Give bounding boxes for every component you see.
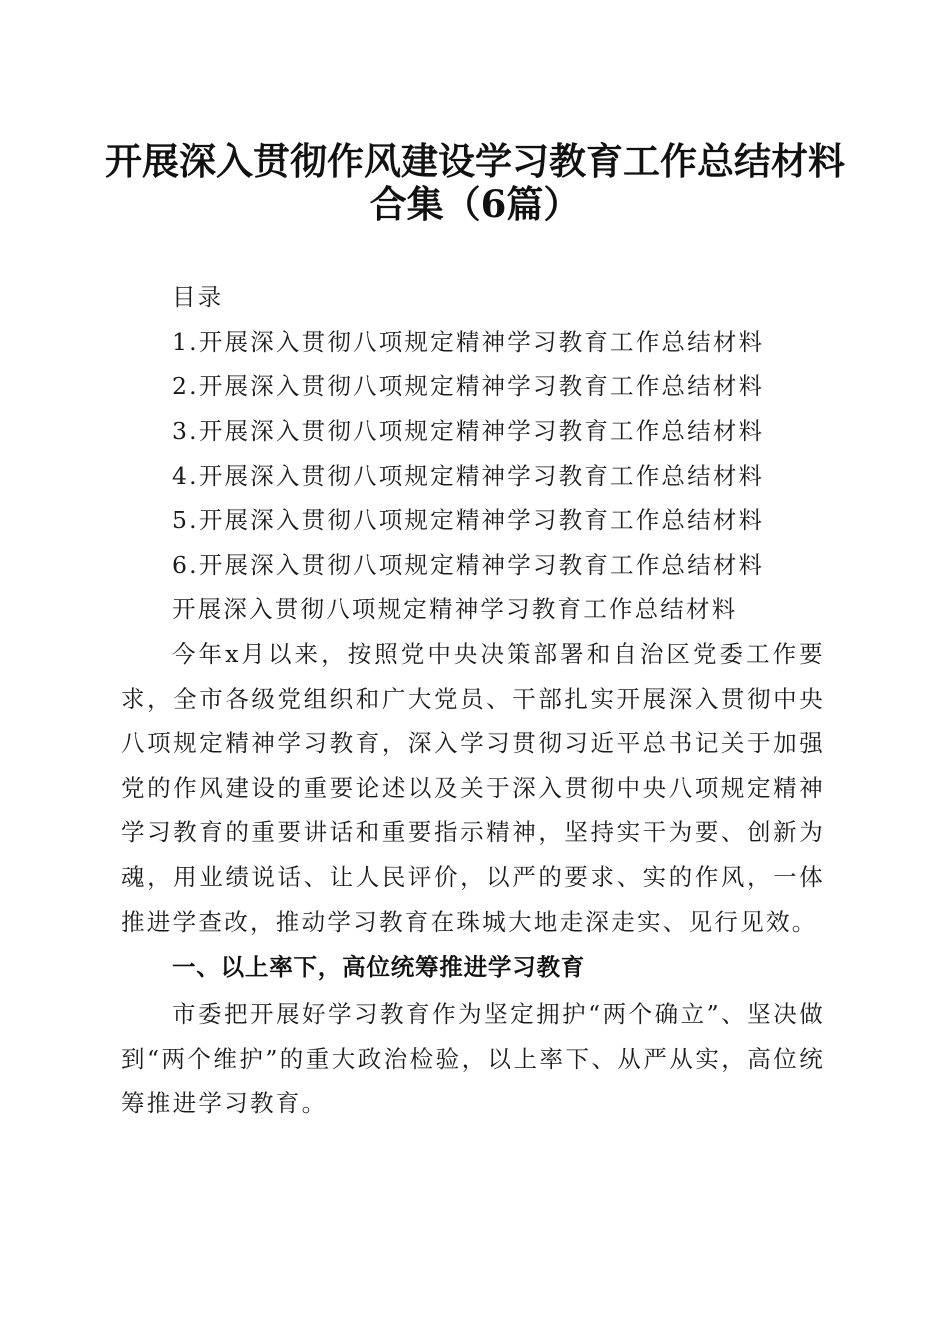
body-paragraph-1: 今年x月以来，按照党中央决策部署和自治区党委工作要求，全市各级党组织和广大党员、干部扎实开展深入贯彻中央八项规定精神学习教育，深入学习贯彻习近平总书记关于加强党的作风建设的重要论述以及关于深入贯彻中央八项规定精神学习教育的重要讲话和重要指示精神，坚持实干为要、创新为魂，用业绩说话、让人民评价，以严的要求、实的作风，一体推进学查改，推动学习教育在珠城大地走深走实、见行见效。 [121, 640, 825, 936]
toc-item-3: 3.开展深入贯彻八项规定精神学习教育工作总结材料 [172, 417, 765, 445]
toc-item-5: 5.开展深入贯彻八项规定精神学习教育工作总结材料 [172, 506, 765, 534]
document-title-line-1: 开展深入贯彻作风建设学习教育工作总结材料 [105, 139, 845, 183]
toc-item-1: 1.开展深入贯彻八项规定精神学习教育工作总结材料 [172, 328, 765, 356]
section-heading-1: 一、以上率下，高位统筹推进学习教育 [172, 953, 586, 981]
article-title: 开展深入贯彻八项规定精神学习教育工作总结材料 [172, 595, 738, 623]
toc-item-6: 6.开展深入贯彻八项规定精神学习教育工作总结材料 [172, 551, 765, 579]
toc-item-2: 2.开展深入贯彻八项规定精神学习教育工作总结材料 [172, 372, 765, 400]
body-paragraph-2: 市委把开展好学习教育作为坚定拥护“两个确立”、坚决做到“两个维护”的重大政治检验，以上率下、从严从实，高位统筹推进学习教育。 [121, 1000, 825, 1118]
document-title-line-2: 合集（6篇） [369, 182, 581, 226]
toc-heading: 目录 [172, 283, 224, 311]
toc-item-4: 4.开展深入贯彻八项规定精神学习教育工作总结材料 [172, 462, 765, 490]
